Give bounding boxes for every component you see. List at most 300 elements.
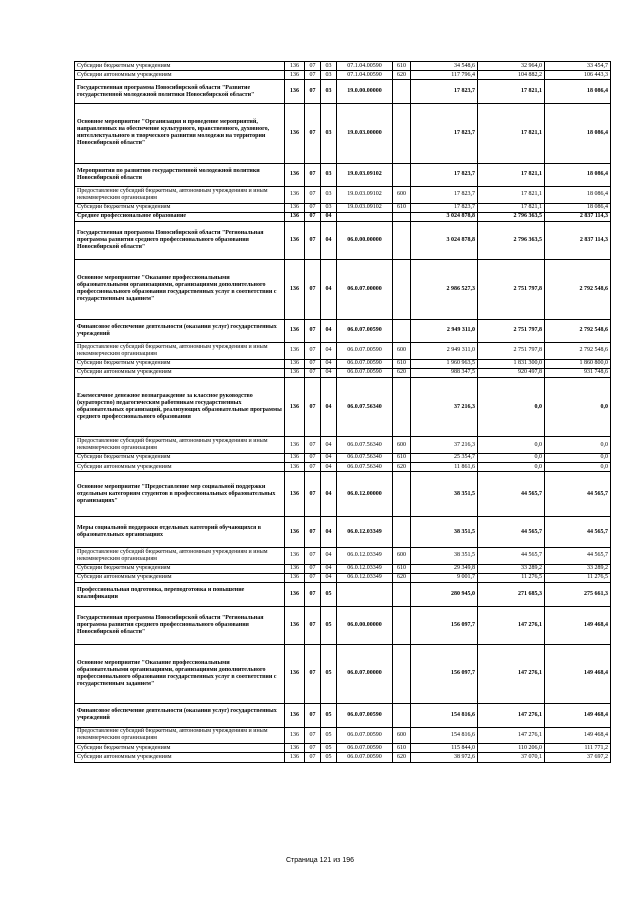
table-row xyxy=(75,62,611,71)
row-name: Субсидии бюджетным учреждениям xyxy=(75,359,285,368)
code-ved: 136 xyxy=(285,71,305,80)
amount-year-3: 0,0 xyxy=(545,437,611,453)
code-target: 19.0.03.09102 xyxy=(337,163,393,187)
code-expense: 620 xyxy=(393,463,411,472)
code-ved: 136 xyxy=(285,437,305,453)
code-expense: 600 xyxy=(393,437,411,453)
code-section: 07 xyxy=(305,71,321,80)
amount-year-3: 275 661,3 xyxy=(545,582,611,606)
code-expense: 600 xyxy=(393,548,411,564)
code-section: 07 xyxy=(305,368,321,377)
amount-year-1: 29 349,8 xyxy=(411,564,478,573)
amount-year-3: 18 086,4 xyxy=(545,80,611,104)
code-ved: 136 xyxy=(285,103,305,163)
amount-year-1: 37 216,3 xyxy=(411,377,478,437)
code-section: 07 xyxy=(305,62,321,71)
code-section: 07 xyxy=(305,472,321,517)
code-expense xyxy=(393,704,411,728)
code-section: 07 xyxy=(305,744,321,753)
code-expense xyxy=(393,103,411,163)
table-row xyxy=(75,377,611,437)
code-target: 06.0.00.00000 xyxy=(337,221,393,259)
code-expense: 610 xyxy=(393,744,411,753)
table-row xyxy=(75,582,611,606)
row-name: Субсидии автономным учреждениям xyxy=(75,753,285,762)
amount-year-3: 1 860 800,0 xyxy=(545,359,611,368)
row-name: Основное мероприятие "Организация и проведение мероприятий, направленных на обеспечение культурного, нравственного, духовного, интеллектуального и творческого развития молодежи на территории Новосибирской области" xyxy=(75,103,285,163)
code-expense xyxy=(393,377,411,437)
amount-year-2: 32 964,0 xyxy=(478,62,545,71)
page-number: Страница 121 из 196 xyxy=(285,857,355,864)
code-section: 07 xyxy=(305,564,321,573)
code-section: 07 xyxy=(305,203,321,212)
code-section: 07 xyxy=(305,453,321,462)
code-section: 07 xyxy=(305,573,321,582)
amount-year-2: 920 497,8 xyxy=(478,368,545,377)
code-subsection: 04 xyxy=(321,453,337,462)
amount-year-1: 34 548,6 xyxy=(411,62,478,71)
code-expense: 600 xyxy=(393,343,411,359)
code-subsection: 03 xyxy=(321,71,337,80)
code-target: 19.0.03.09102 xyxy=(337,187,393,203)
amount-year-1: 37 216,3 xyxy=(411,437,478,453)
amount-year-1: 156 097,7 xyxy=(411,606,478,644)
amount-year-2: 1 831 300,0 xyxy=(478,359,545,368)
code-ved: 136 xyxy=(285,259,305,319)
table-row xyxy=(75,564,611,573)
amount-year-2: 0,0 xyxy=(478,377,545,437)
code-ved: 136 xyxy=(285,453,305,462)
code-expense xyxy=(393,606,411,644)
code-subsection: 04 xyxy=(321,359,337,368)
amount-year-3: 33 454,7 xyxy=(545,62,611,71)
table-row xyxy=(75,212,611,221)
amount-year-1: 115 844,0 xyxy=(411,744,478,753)
code-subsection: 04 xyxy=(321,472,337,517)
code-target: 06.0.07.00590 xyxy=(337,704,393,728)
amount-year-2: 44 565,7 xyxy=(478,472,545,517)
code-subsection: 04 xyxy=(321,212,337,221)
amount-year-1: 38 351,5 xyxy=(411,517,478,548)
amount-year-3: 2 837 114,3 xyxy=(545,221,611,259)
code-ved: 136 xyxy=(285,319,305,343)
code-section: 07 xyxy=(305,644,321,704)
amount-year-1: 38 351,5 xyxy=(411,548,478,564)
table-row xyxy=(75,704,611,728)
amount-year-1: 154 816,6 xyxy=(411,704,478,728)
table-row xyxy=(75,319,611,343)
table-row xyxy=(75,517,611,548)
code-target: 06.0.07.00590 xyxy=(337,319,393,343)
code-section: 07 xyxy=(305,80,321,104)
amount-year-2: 147 276,1 xyxy=(478,727,545,743)
amount-year-2: 37 070,1 xyxy=(478,753,545,762)
code-ved: 136 xyxy=(285,377,305,437)
code-ved: 136 xyxy=(285,606,305,644)
code-ved: 136 xyxy=(285,62,305,71)
row-name: Субсидии бюджетным учреждениям xyxy=(75,744,285,753)
code-ved: 136 xyxy=(285,221,305,259)
code-target: 06.0.07.56340 xyxy=(337,377,393,437)
table-row xyxy=(75,727,611,743)
table-row xyxy=(75,573,611,582)
code-target: 06.0.00.00000 xyxy=(337,606,393,644)
amount-year-2: 2 751 797,8 xyxy=(478,319,545,343)
code-expense: 600 xyxy=(393,187,411,203)
amount-year-1: 17 823,7 xyxy=(411,163,478,187)
amount-year-3: 18 086,4 xyxy=(545,187,611,203)
amount-year-3: 18 086,4 xyxy=(545,203,611,212)
row-name: Основное мероприятие "Оказание профессиональными образовательными организациями, организациями дополнительного профессионального образования государственных услуг в соответствии с государственным заданием" xyxy=(75,644,285,704)
amount-year-2: 271 685,3 xyxy=(478,582,545,606)
code-subsection: 04 xyxy=(321,564,337,573)
code-expense xyxy=(393,163,411,187)
amount-year-1: 11 861,6 xyxy=(411,463,478,472)
code-expense: 600 xyxy=(393,727,411,743)
amount-year-3: 2 792 548,6 xyxy=(545,259,611,319)
row-name: Профессиональная подготовка, переподготовка и повышение квалификации xyxy=(75,582,285,606)
code-expense: 620 xyxy=(393,573,411,582)
table-row xyxy=(75,453,611,462)
code-section: 07 xyxy=(305,319,321,343)
row-name: Основное мероприятие "Оказание профессиональными образовательными организациями, организациями дополнительного профессионального образования государственных услуг в соответствии с государственным заданием" xyxy=(75,259,285,319)
code-ved: 136 xyxy=(285,80,305,104)
amount-year-1: 3 024 878,8 xyxy=(411,221,478,259)
amount-year-1: 17 823,7 xyxy=(411,203,478,212)
row-name: Субсидии бюджетным учреждениям xyxy=(75,453,285,462)
code-target: 06.0.12.03349 xyxy=(337,517,393,548)
code-target: 06.0.07.00000 xyxy=(337,644,393,704)
amount-year-3: 37 697,2 xyxy=(545,753,611,762)
code-target: 06.0.07.56340 xyxy=(337,453,393,462)
code-expense: 620 xyxy=(393,71,411,80)
code-ved: 136 xyxy=(285,203,305,212)
code-expense xyxy=(393,472,411,517)
code-subsection: 04 xyxy=(321,343,337,359)
amount-year-1: 17 823,7 xyxy=(411,187,478,203)
table-body xyxy=(75,62,611,763)
row-name: Среднее профессиональное образование xyxy=(75,212,285,221)
code-subsection: 05 xyxy=(321,727,337,743)
amount-year-1: 988 347,5 xyxy=(411,368,478,377)
table-row xyxy=(75,753,611,762)
amount-year-2: 17 821,1 xyxy=(478,163,545,187)
code-target: 06.0.07.56340 xyxy=(337,463,393,472)
code-target: 06.0.07.00590 xyxy=(337,753,393,762)
code-subsection: 03 xyxy=(321,103,337,163)
code-ved: 136 xyxy=(285,343,305,359)
row-name: Ежемесячное денежное вознаграждение за классное руководство (кураторство) педагогическим работникам государственных образовательных организаций, реализующих образовательные программы среднего профессионального образования xyxy=(75,377,285,437)
code-target: 06.0.12.03349 xyxy=(337,573,393,582)
code-expense xyxy=(393,221,411,259)
amount-year-2: 147 276,1 xyxy=(478,606,545,644)
amount-year-1: 2 986 527,3 xyxy=(411,259,478,319)
code-expense xyxy=(393,582,411,606)
row-name: Основное мероприятие "Предоставление мер социальной поддержки отдельным категориям студентов в профессиональных образовательных организациях" xyxy=(75,472,285,517)
table-row xyxy=(75,187,611,203)
code-ved: 136 xyxy=(285,704,305,728)
amount-year-2: 147 276,1 xyxy=(478,644,545,704)
code-subsection: 04 xyxy=(321,221,337,259)
code-target: 07.1.04.00590 xyxy=(337,62,393,71)
amount-year-2: 147 276,1 xyxy=(478,704,545,728)
amount-year-3: 44 565,7 xyxy=(545,517,611,548)
table-row xyxy=(75,221,611,259)
code-ved: 136 xyxy=(285,727,305,743)
code-subsection: 03 xyxy=(321,163,337,187)
amount-year-2: 17 821,1 xyxy=(478,203,545,212)
amount-year-2: 17 821,1 xyxy=(478,187,545,203)
table-row xyxy=(75,203,611,212)
table-row xyxy=(75,163,611,187)
code-section: 07 xyxy=(305,753,321,762)
amount-year-2: 0,0 xyxy=(478,463,545,472)
code-subsection: 04 xyxy=(321,517,337,548)
amount-year-3: 149 468,4 xyxy=(545,727,611,743)
code-subsection: 04 xyxy=(321,377,337,437)
code-ved: 136 xyxy=(285,744,305,753)
code-subsection: 03 xyxy=(321,80,337,104)
code-expense xyxy=(393,319,411,343)
code-section: 07 xyxy=(305,343,321,359)
amount-year-3: 0,0 xyxy=(545,453,611,462)
code-section: 07 xyxy=(305,727,321,743)
code-section: 07 xyxy=(305,187,321,203)
row-name: Государственная программа Новосибирской области "Развитие государственной молодежной политики Новосибирской области" xyxy=(75,80,285,104)
amount-year-2: 44 565,7 xyxy=(478,548,545,564)
amount-year-3: 0,0 xyxy=(545,377,611,437)
table-row xyxy=(75,103,611,163)
code-subsection: 05 xyxy=(321,644,337,704)
row-name: Финансовое обеспечение деятельности (оказания услуг) государственных учреждений xyxy=(75,319,285,343)
table-row xyxy=(75,71,611,80)
code-expense: 610 xyxy=(393,359,411,368)
code-section: 07 xyxy=(305,163,321,187)
amount-year-2: 44 565,7 xyxy=(478,517,545,548)
amount-year-3: 44 565,7 xyxy=(545,472,611,517)
amount-year-2: 2 751 797,8 xyxy=(478,343,545,359)
code-ved: 136 xyxy=(285,359,305,368)
code-ved: 136 xyxy=(285,472,305,517)
code-section: 07 xyxy=(305,606,321,644)
row-name: Предоставление субсидий бюджетным, автономным учреждениям и иным некоммерческим организациям xyxy=(75,187,285,203)
code-subsection: 03 xyxy=(321,62,337,71)
row-name: Меры социальной поддержки отдельных категорий обучающихся в образовательных организациях xyxy=(75,517,285,548)
code-target: 06.0.07.00590 xyxy=(337,359,393,368)
code-target: 19.0.00.00000 xyxy=(337,80,393,104)
amount-year-3: 44 565,7 xyxy=(545,548,611,564)
table-row xyxy=(75,472,611,517)
code-ved: 136 xyxy=(285,644,305,704)
code-ved: 136 xyxy=(285,212,305,221)
amount-year-3: 149 468,4 xyxy=(545,704,611,728)
code-target: 19.0.03.00000 xyxy=(337,103,393,163)
amount-year-1: 1 960 963,5 xyxy=(411,359,478,368)
code-target: 06.0.07.00590 xyxy=(337,343,393,359)
code-expense: 620 xyxy=(393,753,411,762)
amount-year-2: 2 751 797,8 xyxy=(478,259,545,319)
code-ved: 136 xyxy=(285,573,305,582)
code-expense xyxy=(393,644,411,704)
code-subsection: 04 xyxy=(321,437,337,453)
amount-year-2: 2 796 363,5 xyxy=(478,212,545,221)
table-row xyxy=(75,548,611,564)
row-name: Субсидии бюджетным учреждениям xyxy=(75,203,285,212)
code-target xyxy=(337,212,393,221)
row-name: Предоставление субсидий бюджетным, автономным учреждениям и иным некоммерческим организациям xyxy=(75,548,285,564)
code-target: 06.0.12.03349 xyxy=(337,548,393,564)
code-target: 06.0.12.00000 xyxy=(337,472,393,517)
code-target: 06.0.07.00000 xyxy=(337,259,393,319)
row-name: Субсидии бюджетным учреждениям xyxy=(75,62,285,71)
amount-year-1: 2 949 311,0 xyxy=(411,343,478,359)
row-name: Предоставление субсидий бюджетным, автономным учреждениям и иным некоммерческим организациям xyxy=(75,343,285,359)
amount-year-2: 17 821,1 xyxy=(478,103,545,163)
code-section: 07 xyxy=(305,548,321,564)
code-section: 07 xyxy=(305,212,321,221)
table-row xyxy=(75,359,611,368)
code-subsection: 03 xyxy=(321,187,337,203)
row-name: Предоставление субсидий бюджетным, автономным учреждениям и иным некоммерческим организациям xyxy=(75,727,285,743)
row-name: Мероприятия по развитию государственной молодежной политики Новосибирской области xyxy=(75,163,285,187)
amount-year-2: 2 796 363,5 xyxy=(478,221,545,259)
amount-year-3: 2 792 548,6 xyxy=(545,343,611,359)
amount-year-1: 2 949 311,0 xyxy=(411,319,478,343)
code-subsection: 04 xyxy=(321,548,337,564)
code-target: 06.0.07.00590 xyxy=(337,727,393,743)
amount-year-2: 33 289,2 xyxy=(478,564,545,573)
row-name: Государственная программа Новосибирской области "Региональная программа развития среднего профессионального образования Новосибирской области" xyxy=(75,606,285,644)
amount-year-1: 3 024 878,8 xyxy=(411,212,478,221)
amount-year-1: 25 354,7 xyxy=(411,453,478,462)
code-target: 06.0.07.00590 xyxy=(337,744,393,753)
amount-year-1: 9 001,7 xyxy=(411,573,478,582)
code-ved: 136 xyxy=(285,582,305,606)
code-subsection: 04 xyxy=(321,259,337,319)
amount-year-1: 156 097,7 xyxy=(411,644,478,704)
table-row xyxy=(75,80,611,104)
code-subsection: 04 xyxy=(321,368,337,377)
code-expense xyxy=(393,517,411,548)
table-row xyxy=(75,437,611,453)
row-name: Субсидии автономным учреждениям xyxy=(75,71,285,80)
amount-year-1: 38 351,5 xyxy=(411,472,478,517)
code-target: 07.1.04.00590 xyxy=(337,71,393,80)
code-target: 06.0.07.56340 xyxy=(337,437,393,453)
amount-year-3: 2 837 114,3 xyxy=(545,212,611,221)
code-section: 07 xyxy=(305,259,321,319)
amount-year-2: 17 821,1 xyxy=(478,80,545,104)
row-name: Субсидии автономным учреждениям xyxy=(75,368,285,377)
code-expense xyxy=(393,259,411,319)
amount-year-3: 2 792 548,6 xyxy=(545,319,611,343)
code-section: 07 xyxy=(305,463,321,472)
amount-year-2: 0,0 xyxy=(478,453,545,462)
code-subsection: 04 xyxy=(321,573,337,582)
code-expense xyxy=(393,80,411,104)
code-ved: 136 xyxy=(285,163,305,187)
budget-table xyxy=(74,61,611,763)
code-section: 07 xyxy=(305,437,321,453)
code-subsection: 03 xyxy=(321,203,337,212)
table-row xyxy=(75,343,611,359)
amount-year-3: 11 276,5 xyxy=(545,573,611,582)
amount-year-3: 33 289,2 xyxy=(545,564,611,573)
code-subsection: 05 xyxy=(321,744,337,753)
code-expense: 610 xyxy=(393,564,411,573)
code-ved: 136 xyxy=(285,548,305,564)
row-name: Финансовое обеспечение деятельности (оказания услуг) государственных учреждений xyxy=(75,704,285,728)
amount-year-1: 17 823,7 xyxy=(411,80,478,104)
amount-year-3: 931 748,6 xyxy=(545,368,611,377)
amount-year-1: 154 816,6 xyxy=(411,727,478,743)
code-expense: 610 xyxy=(393,453,411,462)
code-target: 06.0.12.03349 xyxy=(337,564,393,573)
code-ved: 136 xyxy=(285,463,305,472)
amount-year-2: 11 276,5 xyxy=(478,573,545,582)
amount-year-1: 117 796,4 xyxy=(411,71,478,80)
code-section: 07 xyxy=(305,582,321,606)
code-section: 07 xyxy=(305,221,321,259)
code-subsection: 05 xyxy=(321,582,337,606)
code-subsection: 04 xyxy=(321,463,337,472)
code-subsection: 04 xyxy=(321,319,337,343)
amount-year-2: 104 882,2 xyxy=(478,71,545,80)
amount-year-3: 0,0 xyxy=(545,463,611,472)
amount-year-2: 110 206,0 xyxy=(478,744,545,753)
amount-year-3: 18 086,4 xyxy=(545,103,611,163)
code-ved: 136 xyxy=(285,753,305,762)
code-target: 06.0.07.00590 xyxy=(337,368,393,377)
table-row xyxy=(75,259,611,319)
amount-year-2: 0,0 xyxy=(478,437,545,453)
row-name: Субсидии автономным учреждениям xyxy=(75,573,285,582)
table-row xyxy=(75,463,611,472)
amount-year-3: 106 443,3 xyxy=(545,71,611,80)
row-name: Субсидии бюджетным учреждениям xyxy=(75,564,285,573)
code-subsection: 05 xyxy=(321,704,337,728)
table-row xyxy=(75,644,611,704)
row-name: Предоставление субсидий бюджетным, автономным учреждениям и иным некоммерческим организациям xyxy=(75,437,285,453)
code-expense: 610 xyxy=(393,62,411,71)
code-section: 07 xyxy=(305,377,321,437)
code-section: 07 xyxy=(305,359,321,368)
code-ved: 136 xyxy=(285,517,305,548)
code-section: 07 xyxy=(305,103,321,163)
table-row xyxy=(75,744,611,753)
amount-year-3: 149 468,4 xyxy=(545,606,611,644)
code-section: 07 xyxy=(305,704,321,728)
amount-year-3: 149 468,4 xyxy=(545,644,611,704)
amount-year-1: 280 945,0 xyxy=(411,582,478,606)
code-expense: 610 xyxy=(393,203,411,212)
row-name: Субсидии автономным учреждениям xyxy=(75,463,285,472)
amount-year-1: 38 972,6 xyxy=(411,753,478,762)
code-ved: 136 xyxy=(285,187,305,203)
code-expense xyxy=(393,212,411,221)
amount-year-3: 111 771,2 xyxy=(545,744,611,753)
code-target: 19.0.03.09102 xyxy=(337,203,393,212)
code-expense: 620 xyxy=(393,368,411,377)
amount-year-3: 18 086,4 xyxy=(545,163,611,187)
amount-year-1: 17 823,7 xyxy=(411,103,478,163)
code-subsection: 05 xyxy=(321,606,337,644)
code-subsection: 05 xyxy=(321,753,337,762)
table-row xyxy=(75,368,611,377)
code-ved: 136 xyxy=(285,368,305,377)
code-ved: 136 xyxy=(285,564,305,573)
code-target xyxy=(337,582,393,606)
